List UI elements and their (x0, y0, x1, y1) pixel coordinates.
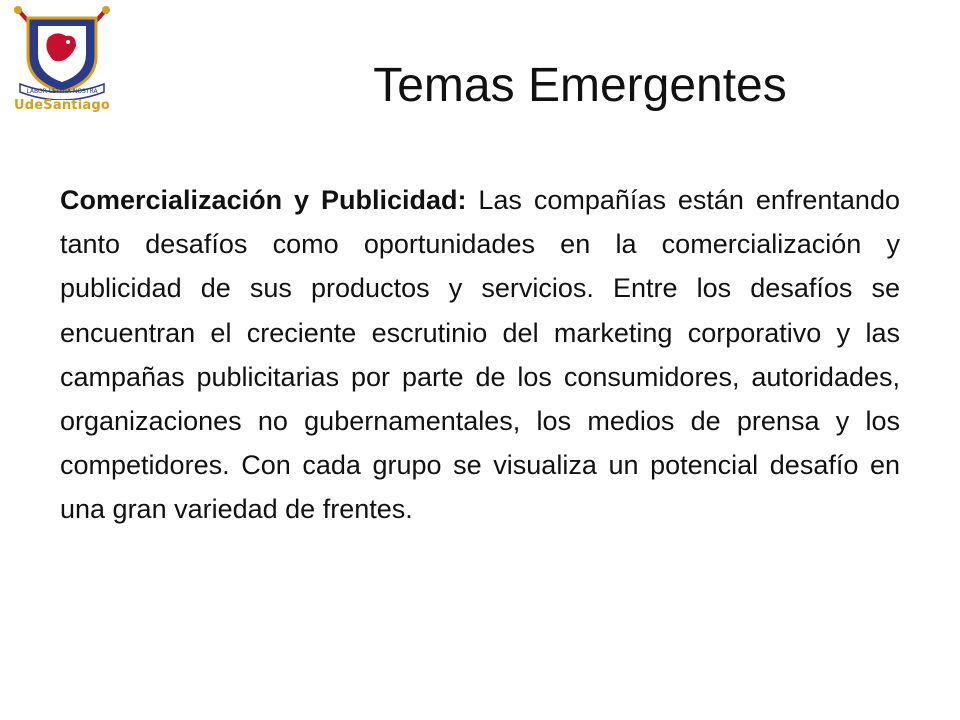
body-paragraph: Las compañías están enfrentando tanto desafíos como oportunidades en la comercialización y publicidad de sus productos y servicios. Entre los desafíos se encuentran el creciente escrutinio del marketing corporativo y las campañas publicitarias por parte de los consumidores, autoridades, organizaciones no gubernamentales, los medios de prensa y los competidores. Con cada grupo se visualiza un potencial desafío en una gran variedad de frentes. (60, 185, 900, 525)
slide-title: Temas Emergentes (373, 59, 787, 112)
shield-crest-icon (6, 4, 118, 100)
svg-text:LABOR LETITIA NOSTRA: LABOR LETITIA NOSTRA (26, 88, 98, 95)
body-heading: Comercialización y Publicidad: (60, 185, 467, 215)
logo-caption: UdeSantiago (14, 98, 110, 113)
university-logo (6, 4, 118, 122)
slide-body (60, 178, 900, 532)
